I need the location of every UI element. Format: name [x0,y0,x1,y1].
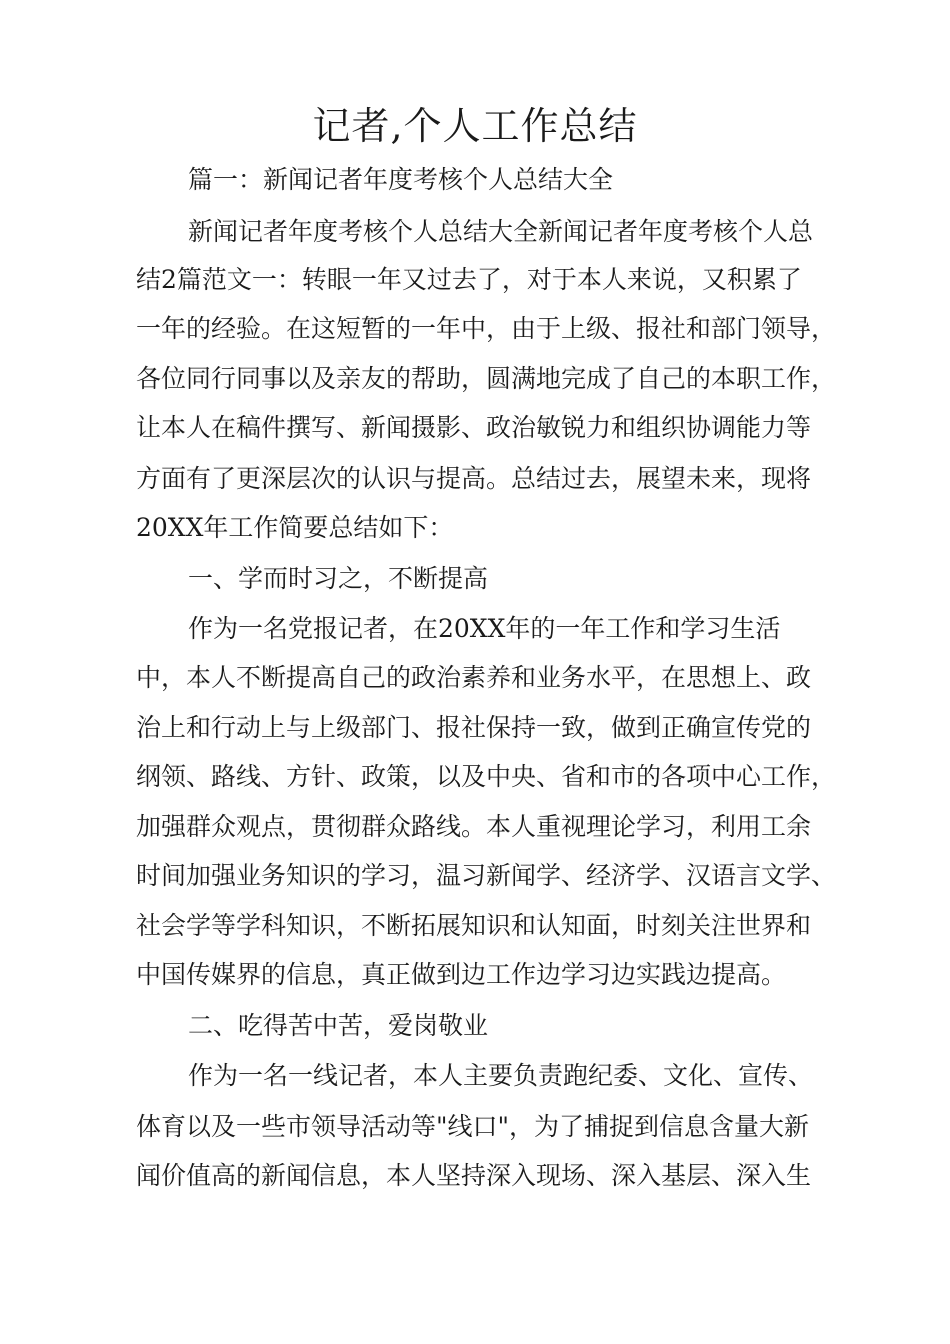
paragraph-line: 闻价值高的新闻信息，本人坚持深入现场、深入基层、深入生 [136,1161,812,1190]
paragraph-line: 各位同行同事以及亲友的帮助，圆满地完成了自己的本职工作， [136,364,837,393]
document-title: 记者,个人工作总结 [312,104,638,148]
paragraph-line: 作为一名党报记者，在20XX年的一年工作和学习生活 [188,614,781,643]
section-heading-2: 一、学而时习之，不断提高 [188,564,489,593]
paragraph-line: 体育以及一些市领导活动等"线口"，为了捕捉到信息含量大新 [136,1112,810,1141]
paragraph-line: 新闻记者年度考核个人总结大全新闻记者年度考核个人总 [188,217,814,246]
paragraph-line: 方面有了更深层次的认识与提高。总结过去，展望未来，现将 [136,464,812,493]
paragraph-line: 时间加强业务知识的学习，温习新闻学、经济学、汉语言文学、 [136,861,837,890]
paragraph-line: 20XX年工作简要总结如下： [136,513,454,542]
paragraph-line: 让本人在稿件撰写、新闻摄影、政治敏锐力和组织协调能力等 [136,413,812,442]
paragraph-line: 作为一名一线记者，本人主要负责跑纪委、文化、宣传、 [188,1061,814,1090]
paragraph-line: 结2篇范文一：转眼一年又过去了，对于本人来说，又积累了 [136,265,802,294]
section-heading-1: 篇一：新闻记者年度考核个人总结大全 [188,165,614,194]
paragraph-line: 中国传媒界的信息，真正做到边工作边学习边实践边提高。 [136,960,787,989]
paragraph-line: 纲领、路线、方针、政策，以及中央、省和市的各项中心工作， [136,762,837,791]
paragraph-line: 一年的经验。在这短暂的一年中，由于上级、报社和部门领导， [136,314,837,343]
paragraph-line: 中，本人不断提高自己的政治素养和业务水平，在思想上、政 [136,663,812,692]
paragraph-line: 治上和行动上与上级部门、报社保持一致，做到正确宣传党的 [136,713,812,742]
section-heading-3: 二、吃得苦中苦，爱岗敬业 [188,1011,489,1040]
paragraph-line: 加强群众观点，贯彻群众路线。本人重视理论学习，利用工余 [136,812,812,841]
paragraph-line: 社会学等学科知识，不断拓展知识和认知面，时刻关注世界和 [136,911,812,940]
